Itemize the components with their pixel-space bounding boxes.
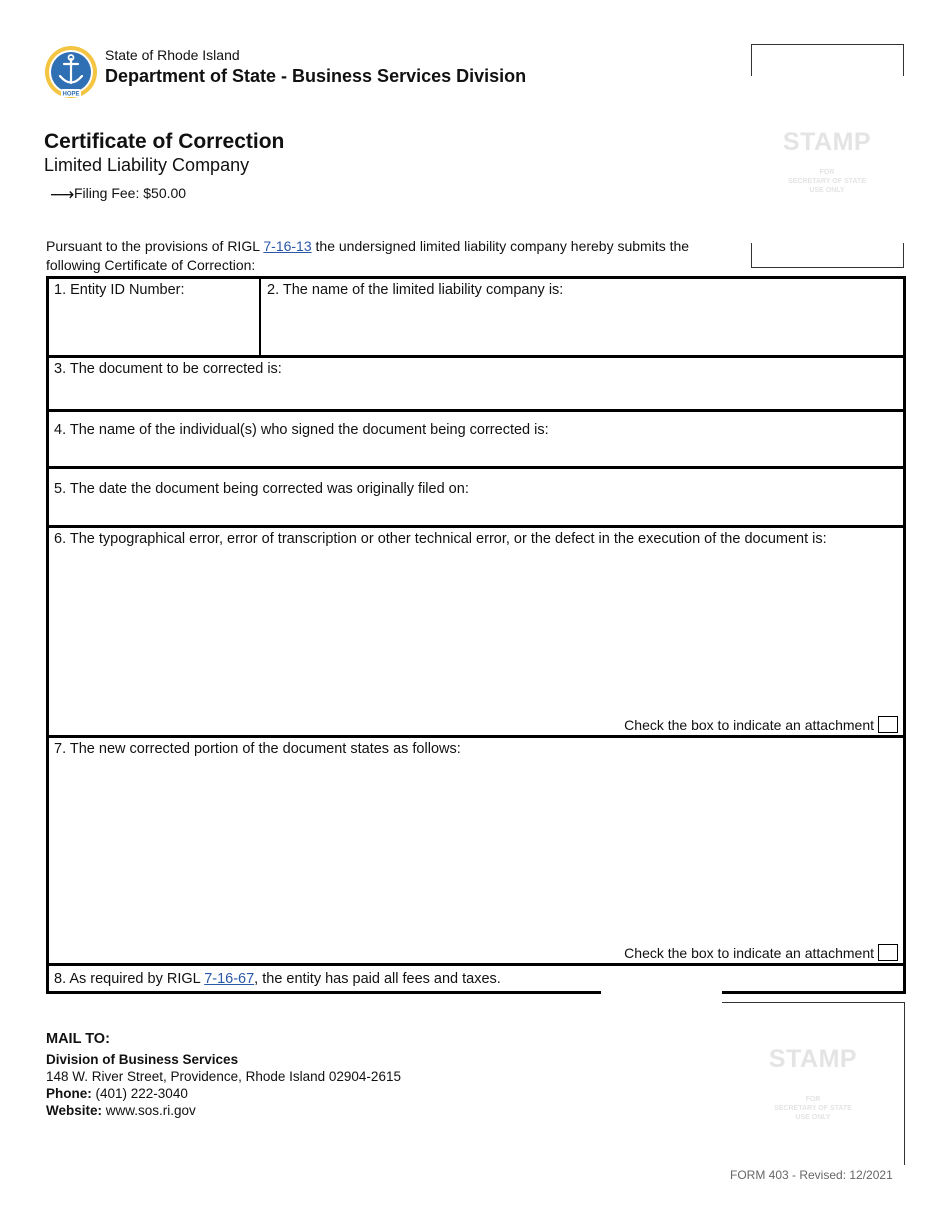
field-signers-label: 4. The name of the individual(s) who signed the document being corrected is: xyxy=(54,422,549,438)
attachment-checkbox-6[interactable] xyxy=(878,716,898,733)
attachment-label-6: Check the box to indicate an attachment xyxy=(624,717,874,733)
form-rule-7 xyxy=(46,963,906,966)
field-corrected-label: 7. The new corrected portion of the document states as follows: xyxy=(54,741,461,757)
rigl-7-16-13-link[interactable]: 7-16-13 xyxy=(263,238,312,254)
state-name: State of Rhode Island xyxy=(105,47,240,63)
phone-value: (401) 222-3040 xyxy=(95,1086,188,1101)
stamp-note-line3: USE ONLY xyxy=(809,187,845,194)
attachment-label-7: Check the box to indicate an attachment xyxy=(624,945,874,961)
field-llc-name-label: 2. The name of the limited liability company is: xyxy=(267,282,564,298)
mail-phone xyxy=(46,1085,188,1102)
form-rule-4 xyxy=(46,466,906,469)
form-rule-2 xyxy=(46,355,906,358)
stamp-note-line2: SECRETARY OF STATE xyxy=(788,178,866,185)
mail-to-heading: MAIL TO: xyxy=(46,1031,110,1047)
form-divider-1-2 xyxy=(259,276,261,357)
stamp-label-bottom: STAMP xyxy=(768,1045,858,1073)
mail-address: 148 W. River Street, Providence, Rhode Island 02904-2615 xyxy=(46,1069,401,1084)
form-title: Certificate of Correction xyxy=(44,130,285,153)
stamp-label: STAMP xyxy=(782,128,872,156)
fees-suffix: , the entity has paid all fees and taxes. xyxy=(254,971,501,987)
stamp-area-top xyxy=(751,44,903,268)
arrow-right-icon: ⟶ xyxy=(50,185,75,204)
field-error-label: 6. The typographical error, error of transcription or other technical error, or the defect in the execution of the document is: xyxy=(54,531,827,547)
field-document-label: 3. The document to be corrected is: xyxy=(54,361,282,377)
form-rule-bottom-left xyxy=(46,991,601,994)
fees-prefix: 8. As required by RIGL xyxy=(54,971,205,987)
form-rule-bottom-right xyxy=(722,991,906,994)
intro-suffix: the undersigned limited liability company hereby submits the following Certificate of Correction: xyxy=(46,238,690,273)
mail-division: Division of Business Services xyxy=(46,1052,239,1067)
intro-prefix: Pursuant to the provisions of RIGL xyxy=(46,238,264,254)
form-revision: FORM 403 - Revised: 12/2021 xyxy=(730,1168,893,1182)
form-rule-top xyxy=(46,276,906,279)
filing-fee: Filing Fee: $50.00 xyxy=(74,185,187,201)
stamp-note-bottom-line2: SECRETARY OF STATE xyxy=(774,1105,852,1112)
stamp-note-bottom-line3: USE ONLY xyxy=(795,1114,831,1121)
form-rule-6 xyxy=(46,735,906,738)
stamp-area-bottom xyxy=(722,1002,905,1165)
form-border-left xyxy=(46,276,49,994)
field-fees-statement xyxy=(54,971,501,987)
stamp-frame-upper xyxy=(751,44,904,76)
website-value: www.sos.ri.gov xyxy=(105,1103,196,1118)
mail-website xyxy=(46,1102,196,1119)
phone-label: Phone: xyxy=(46,1086,92,1101)
field-entity-id-label: 1. Entity ID Number: xyxy=(54,282,185,298)
seal-motto: HOPE xyxy=(62,91,80,98)
field-filed-date-label: 5. The date the document being corrected was originally filed on: xyxy=(54,481,469,497)
intro-paragraph xyxy=(46,237,726,275)
form-border-right xyxy=(903,276,906,994)
form-rule-5 xyxy=(46,525,906,528)
correction-form xyxy=(46,276,906,992)
website-label: Website: xyxy=(46,1103,103,1118)
form-rule-3 xyxy=(46,409,906,412)
state-seal-icon xyxy=(44,45,98,99)
stamp-note-bottom-line1: FOR xyxy=(805,1096,821,1103)
attachment-checkbox-7[interactable] xyxy=(878,944,898,961)
stamp-note-line1: FOR xyxy=(819,169,835,176)
rigl-7-16-67-link[interactable]: 7-16-67 xyxy=(204,971,255,987)
stamp-frame-lower xyxy=(751,243,904,268)
department-name: Department of State - Business Services Division xyxy=(105,66,527,86)
form-subtitle: Limited Liability Company xyxy=(44,155,250,175)
